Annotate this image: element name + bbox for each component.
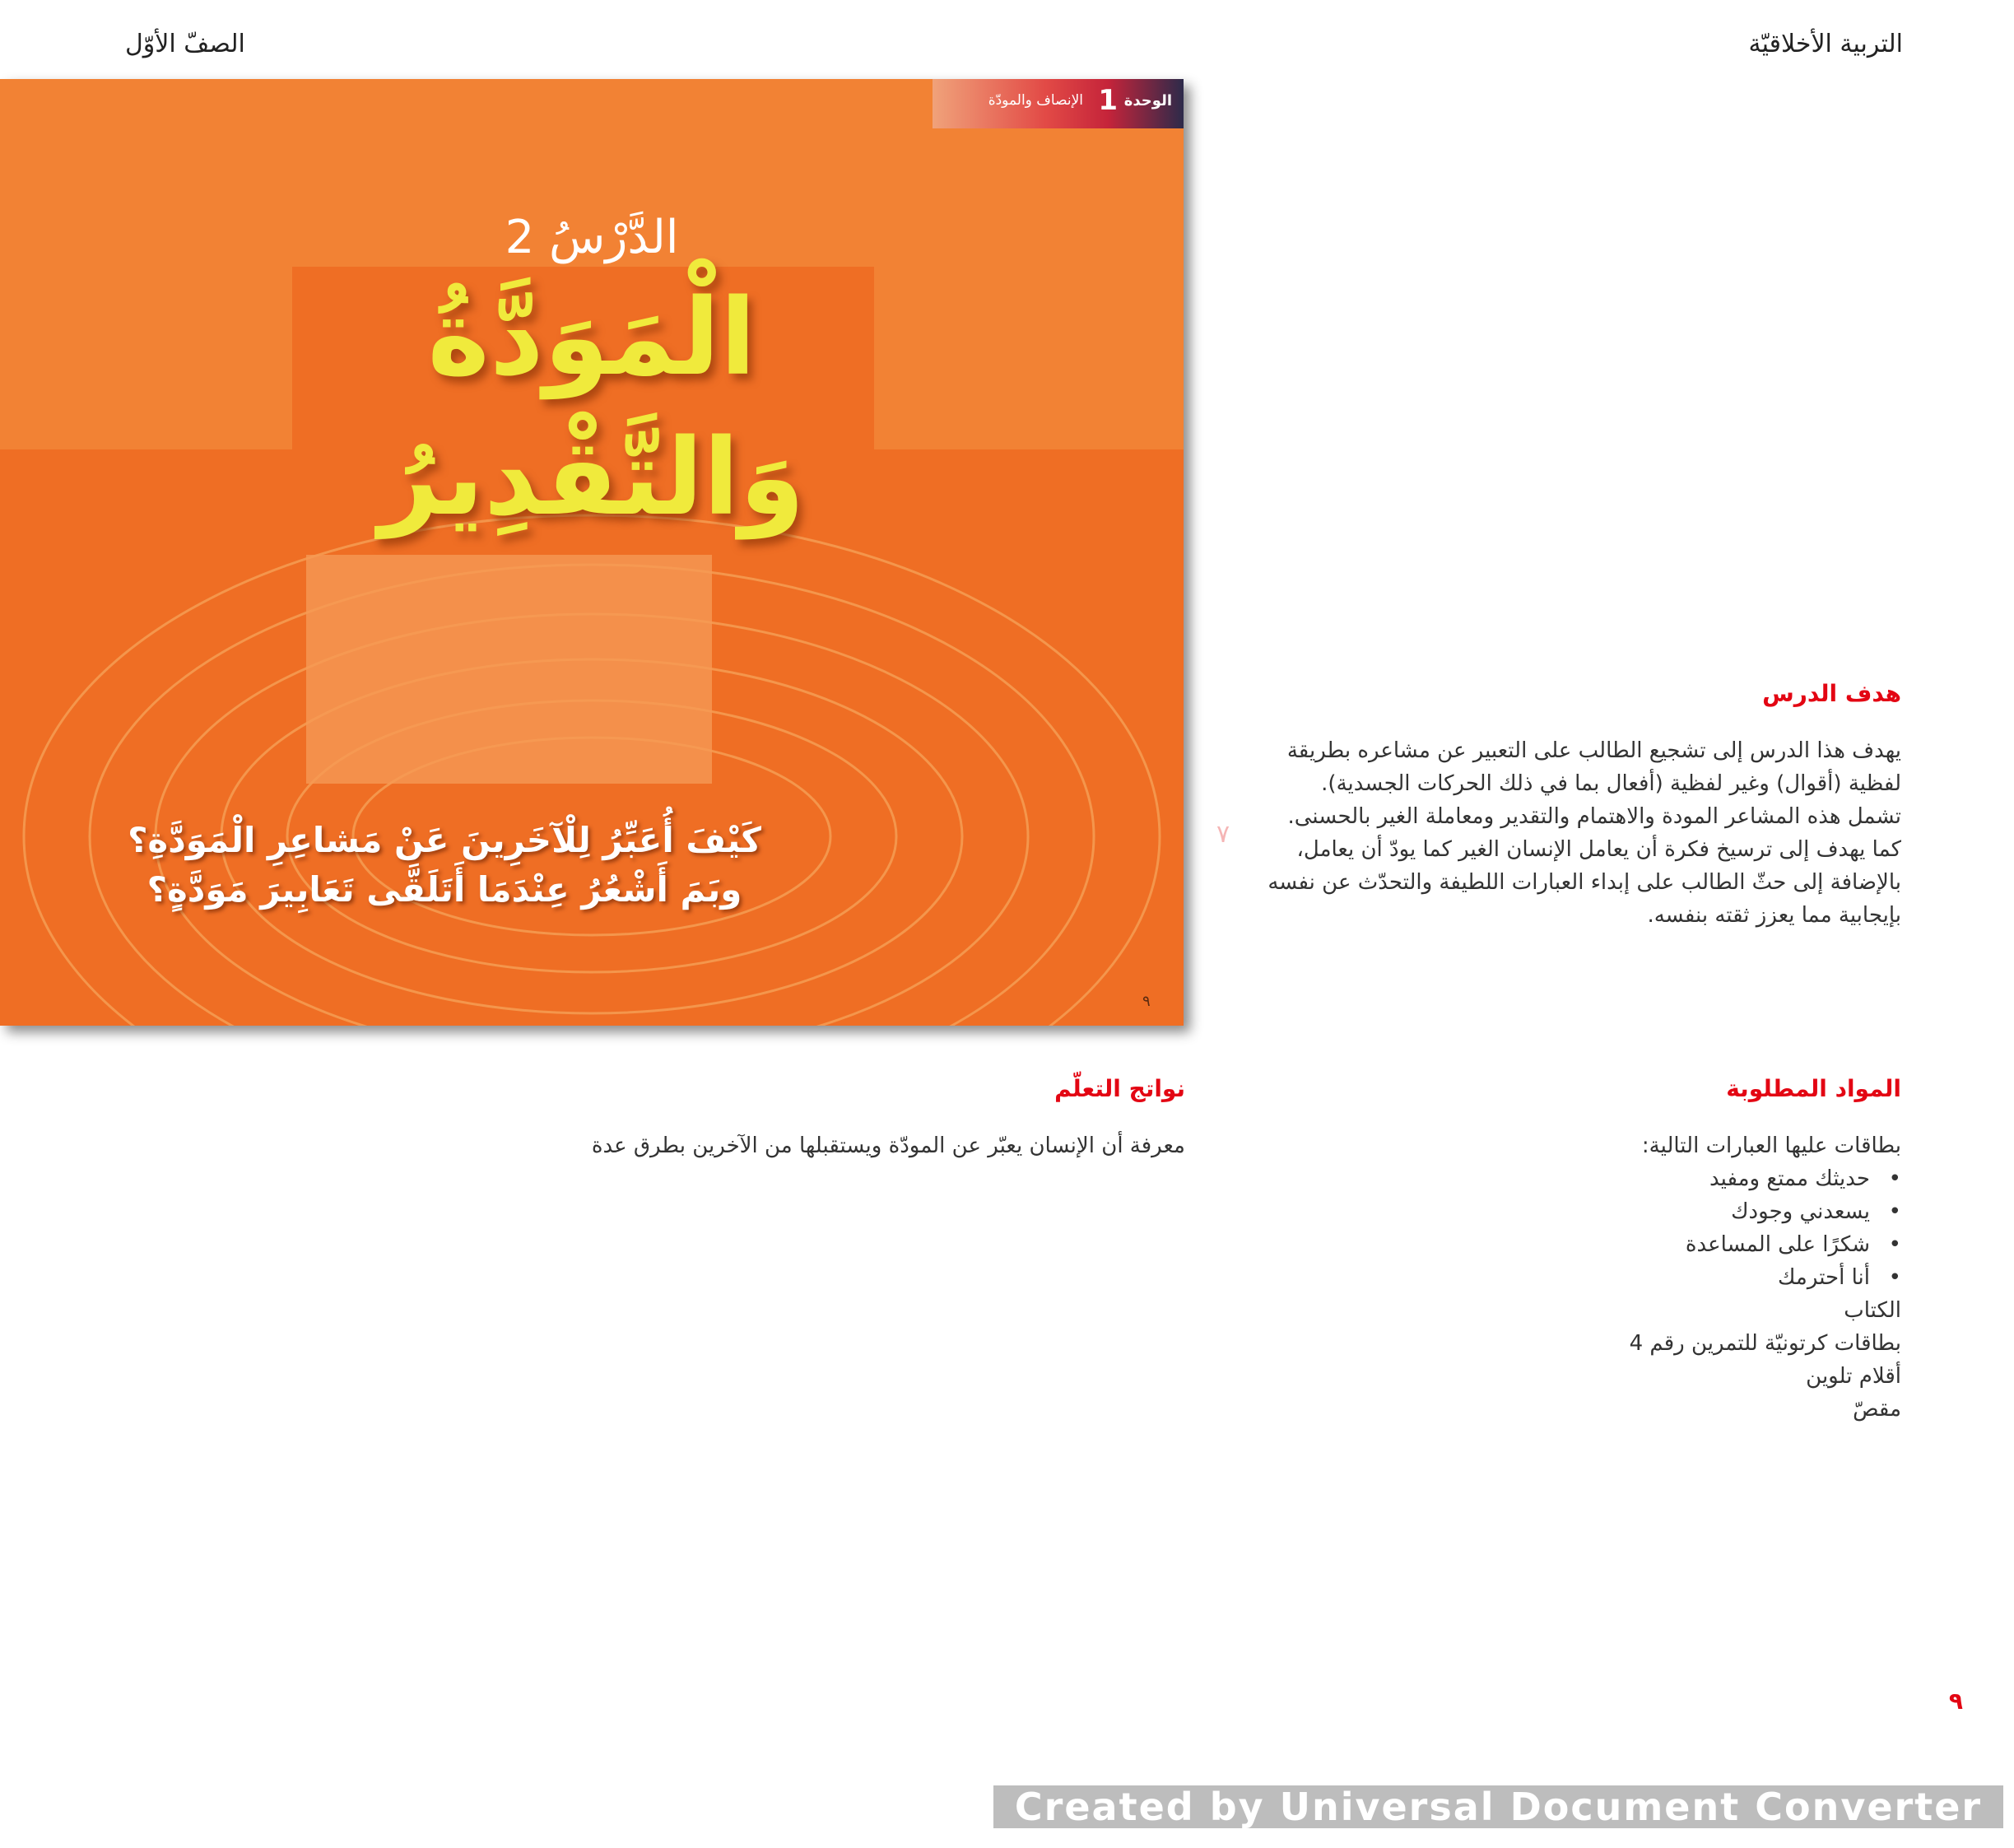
lesson-title-line2: وَالتَّقْدِيرُ	[379, 417, 805, 539]
cover-question-2: وبَمَ أَشْعُرُ عِنْدَمَا أَتَلَقَّى تَعَابِيرَ مَوَدَّةٍ؟	[147, 869, 742, 910]
page-number: ٩	[1948, 1687, 1963, 1715]
list-item: • أنا أحترمك	[1407, 1261, 1901, 1294]
list-item: مقصّ	[1853, 1397, 1901, 1422]
materials-intro: بطاقات عليها العبارات التالية:	[1641, 1133, 1901, 1158]
list-item: أقلام تلوين	[1806, 1364, 1901, 1389]
materials-heading: المواد المطلوبة	[1726, 1075, 1901, 1102]
list-item: • يسعدني وجودك	[1407, 1195, 1901, 1228]
unit-name: الإنصاف والمودّة	[988, 92, 1083, 109]
unit-word: الوحدة	[1123, 92, 1172, 109]
materials-list	[1407, 1129, 1901, 1426]
subject-title: التربية الأخلاقيّة	[1748, 30, 1903, 58]
cover-panel-overlay	[306, 555, 712, 784]
goal-body: يهدف هذا الدرس إلى تشجيع الطالب على التعبير عن مشاعره بطريقة لفظية (أقوال) وغير لفظية (أفعال بما في ذلك الحركات الجسدية). تشمل هذه المشاعر المودة والاهتمام والتقدير ومعاملة الغير بالحسنى. كما يهدف إلى ترسيخ فكرة أن يعامل الإنسان الغير كما يودّ أن يعامل، بالإضافة إلى حثّ الطالب على إبداء العبارات اللطيفة والتحدّث عن نفسه بإيجابية مما يعزز ثقته بنفسه.	[1267, 738, 1901, 928]
list-item: الكتاب	[1844, 1298, 1901, 1323]
faint-margin-mark: ٧	[1216, 820, 1230, 849]
cover-question-1: كَيْفَ أُعَبِّرُ لِلْآخَرِينَ عَنْ مَشاعِرِ الْمَوَدَّةِ؟	[128, 820, 761, 860]
lesson-title-line1: الْمَوَدَّةُ	[427, 277, 756, 399]
list-item: • شكرًا على المساعدة	[1407, 1228, 1901, 1261]
lesson-label: الدَّرْسُ 2	[505, 211, 679, 264]
unit-tag	[933, 79, 1184, 128]
goal-heading: هدف الدرس	[1762, 680, 1901, 707]
outcomes-heading: نواتج التعلّم	[1054, 1075, 1185, 1102]
lesson-cover-image	[0, 79, 1184, 1026]
list-item: بطاقات كرتونيّة للتمرين رقم 4	[1629, 1331, 1901, 1356]
unit-number: 1	[1098, 84, 1118, 117]
converter-watermark: Created by Universal Document Converter	[993, 1785, 2003, 1828]
list-item: • حديثك ممتع ومفيد	[1407, 1162, 1901, 1195]
grade-label: الصفّ الأوّل	[125, 30, 245, 58]
cover-page-number: ٩	[1142, 993, 1151, 1010]
outcomes-body: معرفة أن الإنسان يعبّر عن المودّة ويستقبلها من الآخرين بطرق عدة	[591, 1133, 1185, 1158]
